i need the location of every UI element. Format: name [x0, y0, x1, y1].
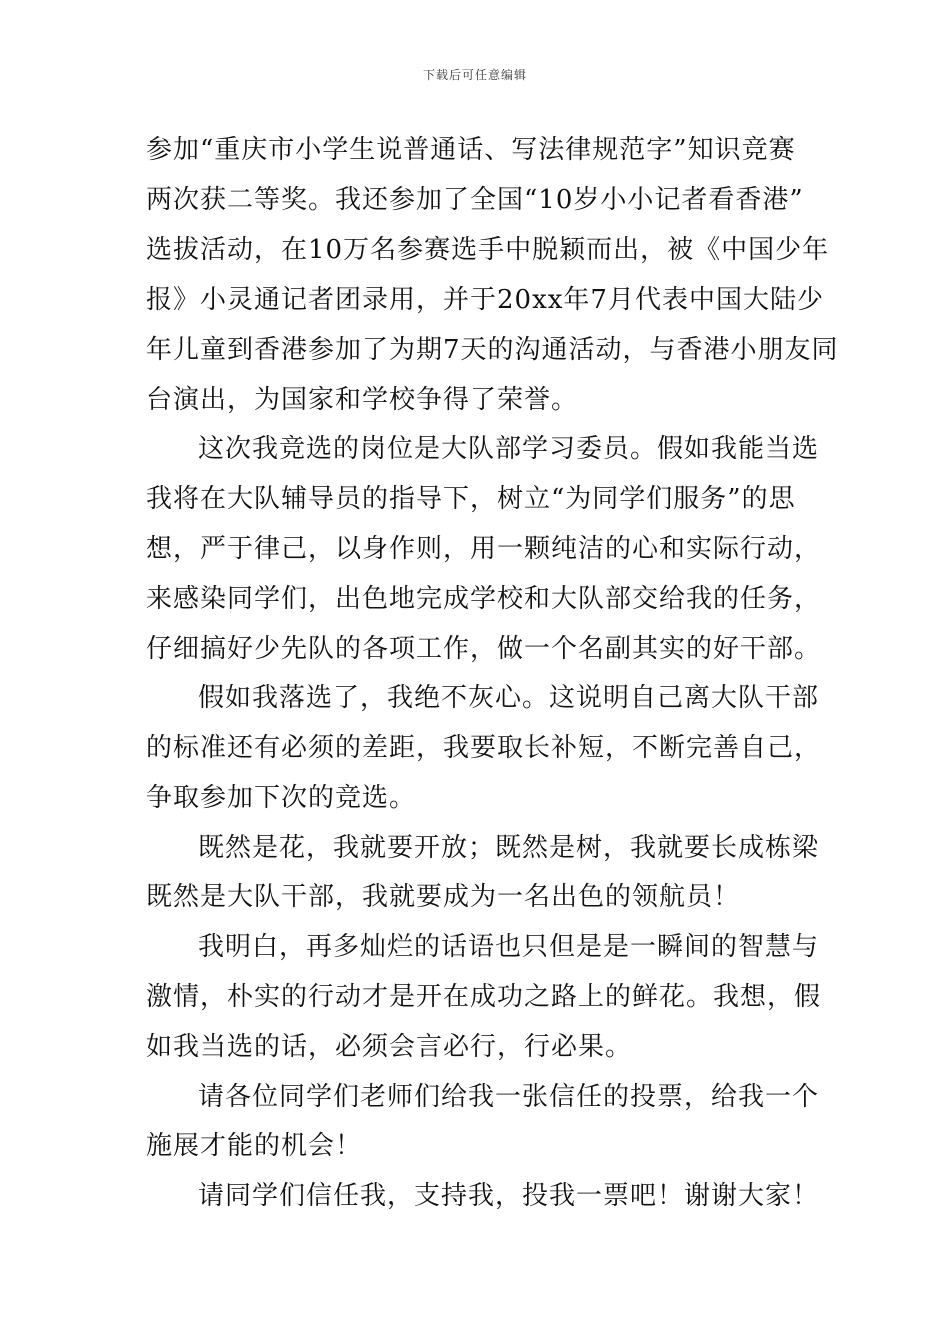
paragraph-start-line: 我明白，再多灿烂的话语也只但是是一瞬间的智慧与 — [198, 932, 820, 962]
paragraph-start-line: 假如我落选了，我绝不灰心。这说明自己离大队干部 — [198, 683, 820, 713]
text-line: 激情，朴实的行动才是开在成功之路上的鲜花。我想，假 — [146, 982, 822, 1012]
text-line: 年儿童到香港参加了为期7天的沟通活动，与香港小朋友同 — [146, 335, 839, 365]
paragraph-start-line: 请各位同学们老师们给我一张信任的投票，给我一个 — [198, 1082, 820, 1112]
paragraph-start-line: 既然是花，我就要开放；既然是树，我就要长成栋梁 — [198, 833, 820, 863]
text-line: 仔细搞好少先队的各项工作，做一个名副其实的好干部。 — [146, 634, 822, 664]
text-line: 想，严于律己，以身作则，用一颗纯洁的心和实际行动， — [146, 534, 822, 564]
text-line: 报》小灵通记者团录用，并于20xx年7月代表中国大陆少 — [146, 285, 824, 315]
text-line: 施展才能的机会！ — [146, 1131, 363, 1161]
text-line: 既然是大队干部，我就要成为一名出色的领航员！ — [146, 882, 741, 912]
text-line: 台演出，为国家和学校争得了荣誉。 — [146, 385, 579, 415]
download-note: 下载后可任意编辑 — [422, 68, 527, 82]
text-line: 如我当选的话，必须会言必行，行必果。 — [146, 1032, 633, 1062]
text-line: 争取参加下次的竞选。 — [146, 783, 417, 813]
text-line: 两次获二等奖。我还参加了全国“10岁小小记者看香港” — [146, 185, 804, 215]
text-line: 的标准还有必须的差距，我要取长补短，不断完善自己， — [146, 733, 822, 763]
text-line: 来感染同学们，出色地完成学校和大队部交给我的任务， — [146, 584, 822, 614]
paragraph-start-line: 请同学们信任我，支持我，投我一票吧！谢谢大家！ — [198, 1181, 820, 1211]
text-line: 选拔活动，在10万名参赛选手中脱颖而出，被《中国少年 — [146, 235, 830, 265]
text-line: 参加“重庆市小学生说普通话、写法律规范字”知识竞赛 — [146, 135, 796, 165]
text-line: 我将在大队辅导员的指导下，树立“为同学们服务”的思 — [146, 484, 796, 514]
paragraph-start-line: 这次我竞选的岗位是大队部学习委员。假如我能当选 — [198, 434, 820, 464]
